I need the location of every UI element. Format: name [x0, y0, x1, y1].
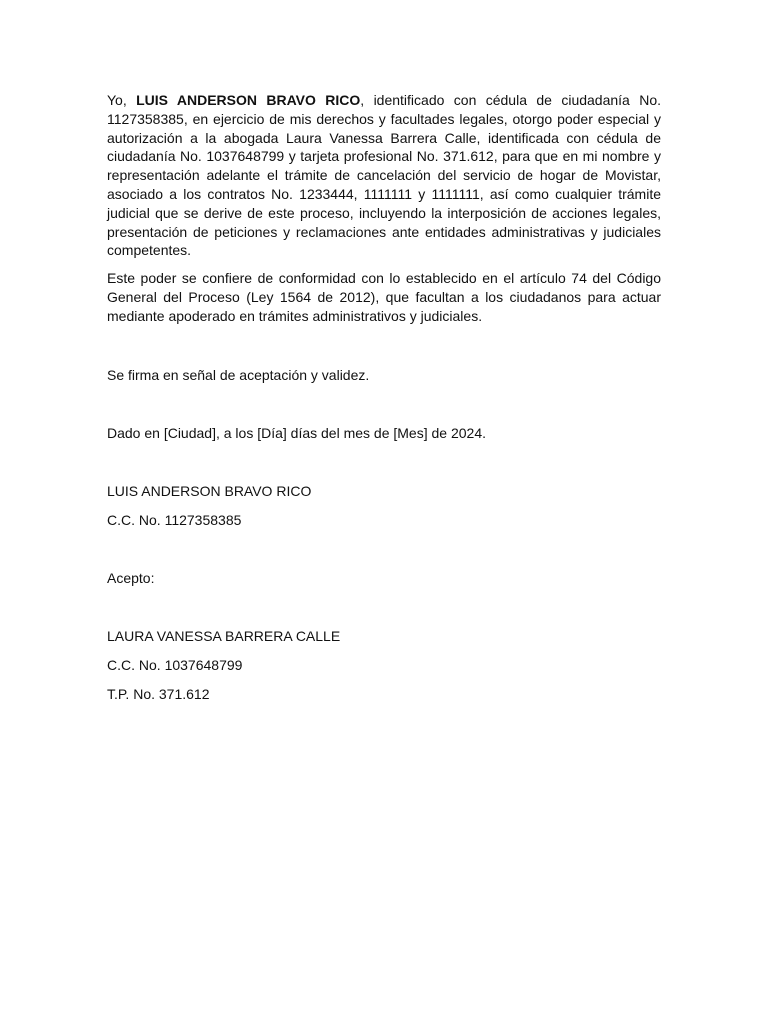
- attorney-name: LAURA VANESSA BARRERA CALLE: [107, 628, 341, 644]
- grantor-id: C.C. No. 1127358385: [107, 512, 242, 528]
- grantor-name-bold: LUIS ANDERSON BRAVO RICO: [136, 92, 361, 108]
- attorney-id: C.C. No. 1037648799: [107, 657, 243, 673]
- paragraph-body: , identificado con cédula de ciudadanía No. 1127358385, en ejercicio de mis derechos y facultades legales, otorgo poder especial y autorización a la abogada Laura Vanessa Barrera Calle, identificada con cédula de ciudadanía No. 1037648799 y tarjeta profesional No. 371.612, para que en mi nombre y representación adelante el trámite de cancelación del servicio de hogar de Movistar, asociado a los contratos No. 1233444, 1111111 y 1111111, así como cualquier trámite judicial que se derive de este proceso, incluyendo la interposición de acciones legales, presentación de peticiones y reclamaciones ante entidades administrativas y judiciales competentes.: [107, 92, 662, 259]
- date-line: Dado en [Ciudad], a los [Día] días del mes de [Mes] de 2024.: [107, 425, 486, 441]
- grantor-name: LUIS ANDERSON BRAVO RICO: [107, 483, 312, 499]
- legal-basis-paragraph: Este poder se confiere de conformidad con lo establecido en el artículo 74 del Código General del Proceso (Ley 1564 de 2012), que facultan a los ciudadanos para actuar mediante apoderado en trámites administrativos y judiciales.: [107, 270, 661, 324]
- power-of-attorney-paragraph: [107, 91, 661, 260]
- acceptance-statement: Se firma en señal de aceptación y validez.: [107, 367, 370, 383]
- paragraph-prefix: Yo,: [107, 92, 137, 108]
- attorney-professional-card: T.P. No. 371.612: [107, 686, 210, 702]
- accept-label: Acepto:: [107, 570, 155, 586]
